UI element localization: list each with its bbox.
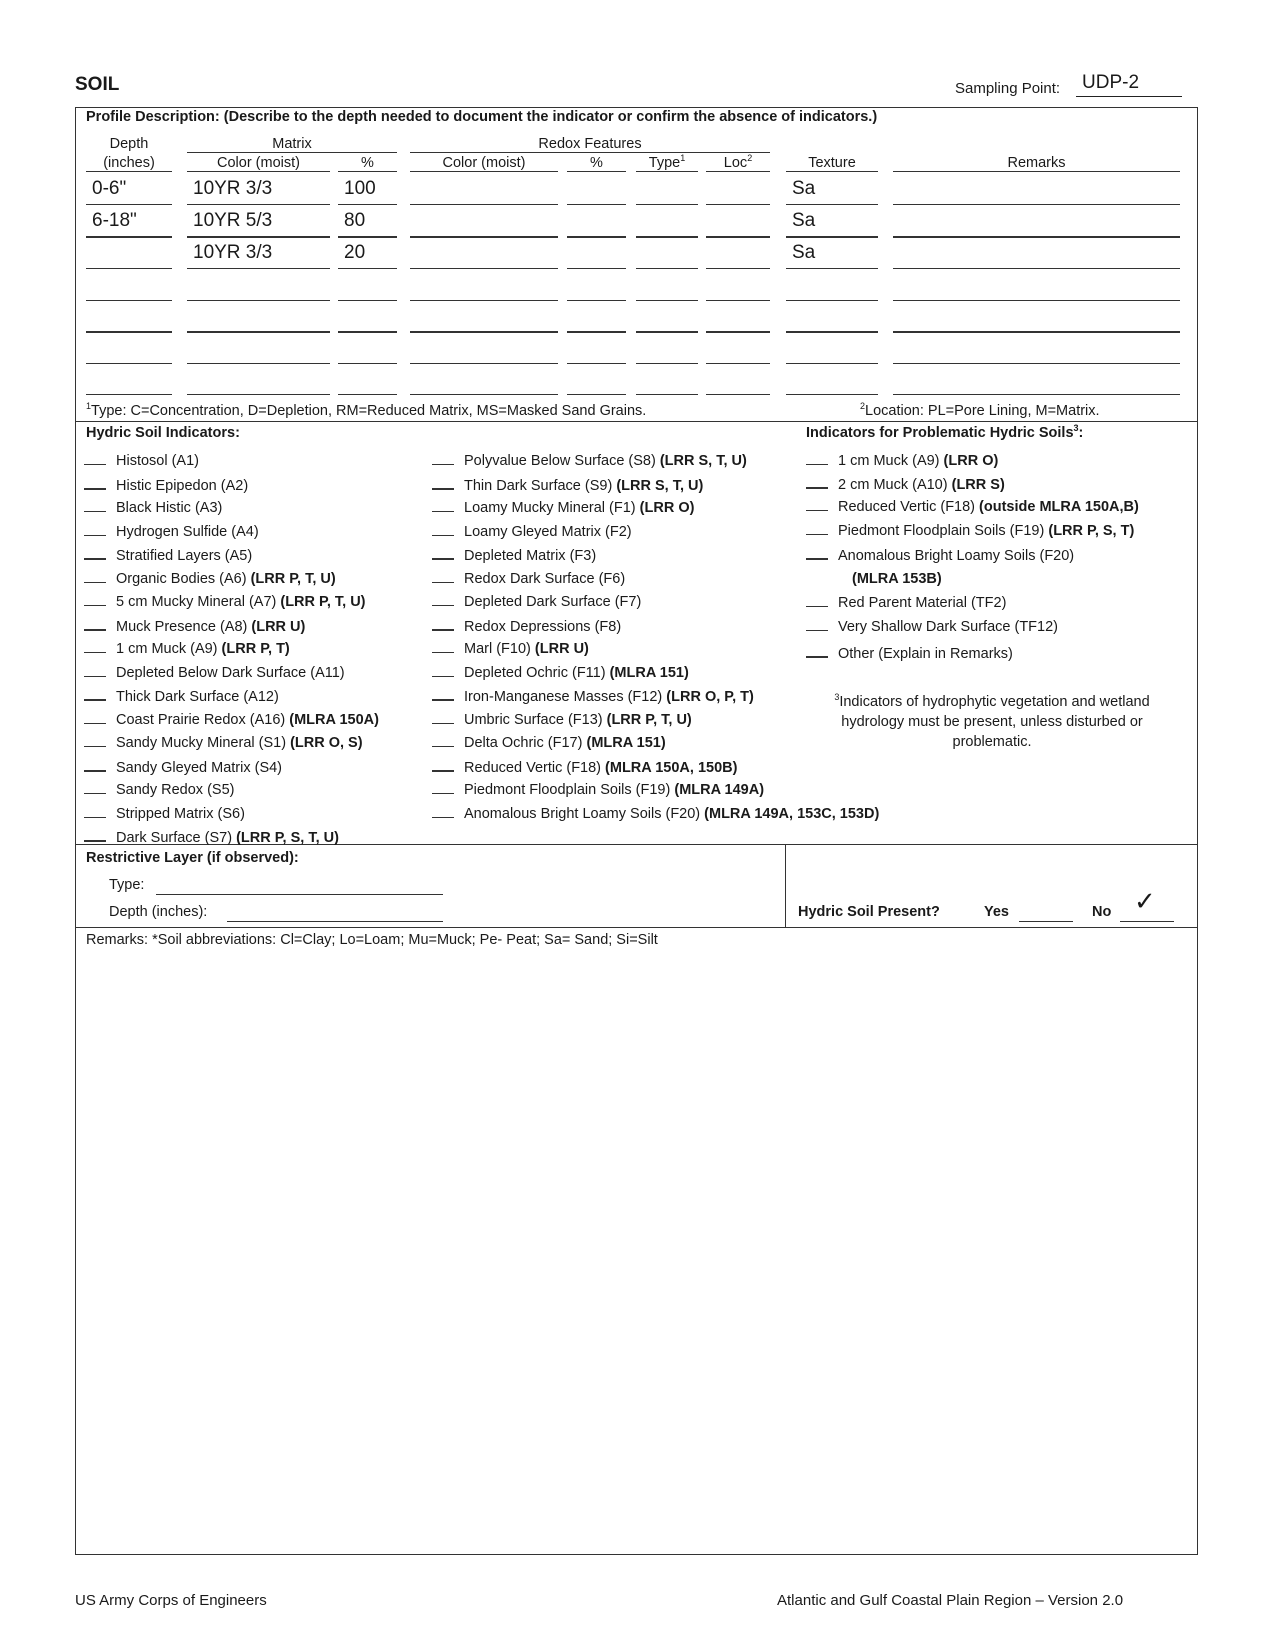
indicator-checkbox-blank[interactable] xyxy=(432,734,454,747)
indicator-checkbox-blank[interactable] xyxy=(84,664,106,677)
col-matrix-color: Color (moist) xyxy=(217,155,300,171)
indicator-item[interactable] xyxy=(432,711,692,728)
indicator-label: Polyvalue Below Surface (S8) xyxy=(464,453,660,469)
profile-row-line[interactable] xyxy=(567,268,626,269)
profile-cell-texture: Sa xyxy=(792,178,816,199)
profile-row-line[interactable] xyxy=(706,204,770,205)
col-redox-color: Color (moist) xyxy=(442,155,526,171)
indicator-item[interactable] xyxy=(84,640,290,657)
indicator-label: Very Shallow Dark Surface (TF12) xyxy=(838,619,1058,635)
profile-cell-texture: Sa xyxy=(792,242,816,263)
profile-row-line[interactable] xyxy=(567,394,626,395)
indicator-item[interactable] xyxy=(84,805,245,822)
profile-row-line[interactable] xyxy=(567,204,626,205)
profile-row-line[interactable] xyxy=(187,236,330,238)
profile-row-line[interactable] xyxy=(636,300,698,301)
indicator-label: Piedmont Floodplain Soils (F19) xyxy=(464,782,675,798)
indicator-item[interactable] xyxy=(432,476,703,494)
indicator-label: 2 cm Muck (A10) xyxy=(838,477,952,493)
indicator-item[interactable] xyxy=(84,711,379,728)
profile-row-line[interactable] xyxy=(893,204,1180,205)
indicator-checkbox-blank[interactable] xyxy=(84,640,106,653)
indicator-checkbox-blank[interactable] xyxy=(432,476,454,490)
no-label: No xyxy=(1092,904,1112,920)
profile-row-line[interactable] xyxy=(706,300,770,301)
indicator-checkbox-blank[interactable] xyxy=(432,523,454,536)
profile-row-line[interactable] xyxy=(786,268,878,269)
indicator-item[interactable] xyxy=(84,664,345,681)
indicator-qualifier: (MLRA 149A, 153C, 153D) xyxy=(704,805,880,822)
profile-cell-matrix-pct: 100 xyxy=(344,178,376,199)
profile-row-line[interactable] xyxy=(706,331,770,333)
problematic-indicators-title: Indicators for Problematic Hydric Soils$^3$: xyxy=(806,423,1084,441)
indicator-item[interactable] xyxy=(432,617,621,635)
indicator-label: Red Parent Material (TF2) xyxy=(838,595,1007,611)
indicator-item[interactable] xyxy=(84,499,222,516)
indicator-item[interactable] xyxy=(432,734,666,751)
profile-row-line[interactable] xyxy=(893,331,1180,333)
indicator-label: Histosol (A1) xyxy=(116,453,199,469)
profile-row-line[interactable] xyxy=(786,236,878,238)
footnote-type: $^1$Type: C=Concentration, D=Depletion, RM=Reduced Matrix, MS=Masked Sand Grains. xyxy=(86,401,647,419)
indicator-checkbox-blank[interactable] xyxy=(432,452,454,465)
indicator-checkbox-blank[interactable] xyxy=(432,499,454,512)
profile-row-line[interactable] xyxy=(893,394,1180,395)
profile-row-line[interactable] xyxy=(187,363,330,364)
profile-description-title: Profile Description: (Describe to the depth needed to document the indicator or confirm the absence of indicators.) xyxy=(86,109,878,125)
profile-cell-matrix-color: 10YR 3/3 xyxy=(193,242,273,263)
profile-row-line[interactable] xyxy=(893,363,1180,364)
indicator-checkbox-blank[interactable] xyxy=(432,640,454,653)
col-matrix-pct: % xyxy=(361,155,374,171)
profile-row-line[interactable] xyxy=(786,204,878,205)
indicator-checkbox-blank[interactable] xyxy=(432,593,454,606)
indicator-checkbox-blank[interactable] xyxy=(84,711,106,724)
profile-row-line[interactable] xyxy=(187,268,330,269)
indicator-checkbox-blank[interactable] xyxy=(84,546,106,560)
indicator-checkbox-blank[interactable] xyxy=(806,522,828,535)
indicator-checkbox-blank[interactable] xyxy=(432,687,454,701)
profile-row-line[interactable] xyxy=(636,204,698,205)
indicator-qualifier: (LRR O, S) xyxy=(290,735,363,751)
indicator-item[interactable] xyxy=(84,570,336,587)
profile-row-line[interactable] xyxy=(410,268,558,269)
indicator-checkbox-blank[interactable] xyxy=(432,711,454,724)
indicator-checkbox-blank[interactable] xyxy=(84,499,106,512)
indicator-item[interactable] xyxy=(84,781,234,798)
profile-row-line[interactable] xyxy=(86,394,172,395)
indicator-checkbox-blank[interactable] xyxy=(432,617,454,631)
indicator-qualifier: (outside MLRA 150A,B) xyxy=(979,499,1139,515)
indicator-checkbox-blank[interactable] xyxy=(806,546,828,560)
indicator-checkbox-blank[interactable] xyxy=(806,452,828,465)
indicator-checkbox-blank[interactable] xyxy=(806,498,828,511)
footer-left: US Army Corps of Engineers xyxy=(75,1592,267,1609)
indicator-item[interactable] xyxy=(806,475,1005,493)
profile-row-line[interactable] xyxy=(410,236,558,238)
indicator-qualifier: (LRR S) xyxy=(951,477,1005,493)
indicator-checkbox-blank[interactable] xyxy=(84,805,106,818)
profile-row-line[interactable] xyxy=(86,204,172,205)
indicator-qualifier: (LRR O) xyxy=(639,500,695,516)
profile-row-line[interactable] xyxy=(567,300,626,301)
indicator-qualifier: (MLRA 151) xyxy=(586,735,666,751)
page-title: SOIL xyxy=(75,74,120,95)
profile-row-line[interactable] xyxy=(86,300,172,301)
indicator-item[interactable] xyxy=(84,546,252,564)
indicator-checkbox-blank[interactable] xyxy=(432,664,454,677)
indicator-item[interactable] xyxy=(432,687,754,705)
col-loc: Loc$^2$ xyxy=(723,153,753,171)
indicator-checkbox-blank[interactable] xyxy=(84,828,106,842)
indicator-label: Sandy Mucky Mineral (S1) xyxy=(116,735,291,751)
indicator-item[interactable] xyxy=(432,570,625,587)
profile-cell-matrix-color: 10YR 5/3 xyxy=(193,210,273,231)
sampling-point-field[interactable]: UDP-2 xyxy=(1076,72,1182,97)
indicator-label: Loamy Gleyed Matrix (F2) xyxy=(464,523,632,540)
profile-cell-texture: Sa xyxy=(792,210,816,231)
indicator-qualifier: (LRR P, S, T, U) xyxy=(236,830,339,846)
indicator-item[interactable] xyxy=(432,499,694,516)
profile-row-line[interactable] xyxy=(187,204,330,205)
profile-row-line[interactable] xyxy=(410,331,558,333)
indicator-label: Stripped Matrix (S6) xyxy=(116,805,245,822)
indicator-item[interactable] xyxy=(84,758,282,776)
indicator-qualifier: (MLRA 150A) xyxy=(289,711,379,728)
restrictive-depth-field[interactable] xyxy=(227,921,443,922)
remarks-text: Remarks: *Soil abbreviations: Cl=Clay; Lo=Loam; Mu=Muck; Pe- Peat; Sa= Sand; Si=Silt xyxy=(86,932,658,948)
profile-row-line[interactable] xyxy=(338,204,397,205)
hydric-soil-present-label: Hydric Soil Present? xyxy=(798,904,940,920)
indicator-checkbox-blank[interactable] xyxy=(432,546,454,560)
indicator-qualifier: (LRR O) xyxy=(943,453,999,469)
indicator-label: Muck Presence (A8) xyxy=(116,618,252,635)
profile-cell-matrix-pct: 80 xyxy=(344,210,366,231)
profile-row-line[interactable] xyxy=(567,331,626,333)
no-field[interactable] xyxy=(1120,921,1174,922)
indicator-label: Black Histic (A3) xyxy=(116,500,223,516)
indicator-item[interactable] xyxy=(432,546,596,564)
indicator-checkbox-blank[interactable] xyxy=(84,781,106,794)
yes-field[interactable] xyxy=(1019,921,1073,922)
profile-row-line[interactable] xyxy=(636,363,698,364)
indicator-label: Other (Explain in Remarks) xyxy=(838,646,1013,662)
indicator-label: Sandy Redox (S5) xyxy=(116,782,235,798)
indicator-item[interactable] xyxy=(432,805,879,822)
profile-row-line[interactable] xyxy=(893,268,1180,269)
indicator-item[interactable] xyxy=(84,617,305,635)
indicator-qualifier: (LRR U) xyxy=(251,618,306,635)
indicator-checkbox-blank[interactable] xyxy=(84,570,106,583)
indicator-item[interactable] xyxy=(432,781,764,798)
indicator-label: Anomalous Bright Loamy Soils (F20) xyxy=(464,805,705,822)
indicator-checkbox-blank[interactable] xyxy=(432,570,454,583)
indicator-label: Loamy Mucky Mineral (F1) xyxy=(464,500,640,516)
profile-row-line[interactable] xyxy=(187,394,330,395)
indicator-item[interactable] xyxy=(806,618,1058,635)
indicator-qualifier: (LRR U) xyxy=(534,641,589,657)
profile-row-line[interactable] xyxy=(706,394,770,395)
profile-row-line[interactable] xyxy=(86,331,172,333)
indicator-qualifier: (MLRA 150A, 150B) xyxy=(605,759,738,776)
indicator-qualifier: (LRR O, P, T) xyxy=(666,689,754,705)
indicator-checkbox-blank[interactable] xyxy=(432,758,454,772)
indicator-checkbox-blank[interactable] xyxy=(432,805,454,818)
profile-row-line[interactable] xyxy=(786,394,878,395)
col-type: Type$^1$ xyxy=(648,153,686,171)
indicator-checkbox-blank[interactable] xyxy=(84,593,106,606)
indicator-item[interactable] xyxy=(806,452,998,469)
indicator-label: Depleted Below Dark Surface (A11) xyxy=(116,664,345,681)
indicator-checkbox-blank[interactable] xyxy=(806,644,828,658)
indicator-checkbox-blank[interactable] xyxy=(806,594,828,607)
indicator-item[interactable] xyxy=(806,546,1074,564)
indicator-checkbox-blank[interactable] xyxy=(84,476,106,490)
indicator-item[interactable] xyxy=(806,644,1013,662)
indicator-label: Depleted Dark Surface (F7) xyxy=(464,594,642,610)
indicator-label: Reduced Vertic (F18) xyxy=(838,499,980,515)
indicator-label: Iron-Manganese Masses (F12) xyxy=(464,689,667,705)
profile-row-line[interactable] xyxy=(410,300,558,301)
profile-row-line[interactable] xyxy=(786,331,878,333)
indicator-label: Piedmont Floodplain Soils (F19) xyxy=(838,523,1049,539)
indicator-label: Stratified Layers (A5) xyxy=(116,548,253,564)
indicator-checkbox-blank[interactable] xyxy=(806,475,828,489)
indicator-label: Redox Depressions (F8) xyxy=(464,618,622,635)
indicator-qualifier: (MLRA 151) xyxy=(609,664,689,681)
indicator-item[interactable] xyxy=(84,828,339,846)
profile-row-line[interactable] xyxy=(706,363,770,364)
indicator-label: Thick Dark Surface (A12) xyxy=(116,689,279,705)
profile-row-line[interactable] xyxy=(636,236,698,238)
indicator-label: Sandy Gleyed Matrix (S4) xyxy=(116,759,283,776)
profile-row-line[interactable] xyxy=(338,268,397,269)
col-redox-pct: % xyxy=(590,155,603,171)
footer-right: Atlantic and Gulf Coastal Plain Region – Version 2.0 xyxy=(777,1592,1124,1609)
indicator-label: Coast Prairie Redox (A16) xyxy=(116,711,290,728)
indicator-qualifier: (LRR S, T, U) xyxy=(616,477,704,494)
indicator-label: Depleted Matrix (F3) xyxy=(464,548,597,564)
no-checkmark: ✓ xyxy=(1134,886,1156,916)
indicator-checkbox-blank[interactable] xyxy=(84,523,106,536)
indicator-label: Marl (F10) xyxy=(464,641,535,657)
profile-row-line[interactable] xyxy=(338,236,397,238)
col-group-matrix: Matrix xyxy=(272,136,312,152)
indicator-item[interactable] xyxy=(84,523,259,540)
indicator-label: Redox Dark Surface (F6) xyxy=(464,570,626,587)
profile-row-line[interactable] xyxy=(893,300,1180,301)
indicator-checkbox-blank[interactable] xyxy=(432,781,454,794)
indicator-qualifier: (LRR P, S, T) xyxy=(1048,523,1135,539)
indicator-checkbox-blank[interactable] xyxy=(84,687,106,701)
indicator-checkbox-blank[interactable] xyxy=(84,617,106,631)
indicator-label: 1 cm Muck (A9) xyxy=(116,641,222,657)
profile-row-line[interactable] xyxy=(636,394,698,395)
profile-row-line[interactable] xyxy=(338,363,397,364)
profile-row-line[interactable] xyxy=(567,363,626,364)
profile-row-line[interactable] xyxy=(338,300,397,301)
profile-row-line[interactable] xyxy=(187,300,330,301)
indicator-label: Histic Epipedon (A2) xyxy=(116,477,249,494)
indicator-label: 5 cm Mucky Mineral (A7) xyxy=(116,594,281,610)
indicator-item[interactable] xyxy=(432,664,689,681)
indicator-item[interactable] xyxy=(432,593,641,610)
col-depth-line2: (inches) xyxy=(103,155,155,171)
indicator-item[interactable] xyxy=(806,498,1139,515)
indicator-label: Thin Dark Surface (S9) xyxy=(464,477,617,494)
f20-mlra-note: (MLRA 153B) xyxy=(852,571,942,587)
col-texture: Texture xyxy=(808,155,856,171)
indicator-qualifier: (LRR P, T, U) xyxy=(280,594,366,610)
col-remarks: Remarks xyxy=(1007,155,1066,171)
indicator-checkbox-blank[interactable] xyxy=(84,758,106,772)
hydric-indicators-title: Hydric Soil Indicators: xyxy=(86,425,240,441)
restrictive-layer-title: Restrictive Layer (if observed): xyxy=(86,850,299,866)
indicator-item[interactable] xyxy=(432,640,589,657)
indicator-item[interactable] xyxy=(84,452,199,469)
profile-row-line[interactable] xyxy=(786,300,878,301)
restrictive-type-label: Type: xyxy=(109,877,145,893)
indicator-label: Anomalous Bright Loamy Soils (F20) xyxy=(838,548,1075,564)
profile-row-line[interactable] xyxy=(567,236,626,238)
divider-restrictive xyxy=(76,927,1197,928)
indicator-qualifier: (LRR S, T, U) xyxy=(659,453,747,469)
indicator-label: Delta Ochric (F17) xyxy=(464,735,587,751)
indicator-checkbox-blank[interactable] xyxy=(806,618,828,631)
indicator-item[interactable] xyxy=(84,476,248,494)
indicator-item[interactable] xyxy=(806,522,1134,539)
profile-row-line[interactable] xyxy=(706,236,770,238)
indicator-label: Reduced Vertic (F18) xyxy=(464,759,606,776)
profile-row-line[interactable] xyxy=(410,363,558,364)
indicator-label: Organic Bodies (A6) xyxy=(116,570,251,587)
profile-row-line[interactable] xyxy=(706,268,770,269)
profile-row-line[interactable] xyxy=(86,363,172,364)
divider-profile xyxy=(76,421,1197,422)
footnote-location: $^2$Location: PL=Pore Lining, M=Matrix. xyxy=(860,401,1100,419)
profile-row-line[interactable] xyxy=(86,268,172,269)
profile-cell-matrix-pct: 20 xyxy=(344,242,366,263)
profile-cell-depth: 0-6" xyxy=(92,178,127,199)
profile-row-line[interactable] xyxy=(636,268,698,269)
divider-restrictive-vertical xyxy=(785,844,786,927)
indicator-item[interactable] xyxy=(84,687,279,705)
indicator-item[interactable] xyxy=(432,523,632,540)
indicator-item[interactable] xyxy=(432,452,747,469)
indicator-item[interactable] xyxy=(806,594,1006,611)
profile-row-line[interactable] xyxy=(636,331,698,333)
indicator-label: Depleted Ochric (F11) xyxy=(464,664,610,681)
profile-row-line[interactable] xyxy=(410,394,558,395)
col-depth-line1: Depth xyxy=(109,136,149,152)
indicator-checkbox-blank[interactable] xyxy=(84,734,106,747)
yes-label: Yes xyxy=(984,904,1009,920)
profile-row-line[interactable] xyxy=(338,331,397,333)
indicator-qualifier: (LRR P, T) xyxy=(221,641,290,657)
profile-cell-depth: 6-18" xyxy=(92,210,137,231)
profile-row-line[interactable] xyxy=(86,236,172,238)
indicator-item[interactable] xyxy=(84,734,363,751)
indicator-qualifier: (LRR P, T, U) xyxy=(606,711,692,728)
indicator-label: Hydrogen Sulfide (A4) xyxy=(116,523,259,540)
restrictive-depth-label: Depth (inches): xyxy=(109,904,208,920)
profile-row-line[interactable] xyxy=(338,394,397,395)
profile-cell-matrix-color: 10YR 3/3 xyxy=(193,178,273,199)
indicator-qualifier: (LRR P, T, U) xyxy=(250,570,336,587)
indicator-label: 1 cm Muck (A9) xyxy=(838,453,944,469)
indicator-label: Umbric Surface (F13) xyxy=(464,711,607,728)
col-group-redox: Redox Features xyxy=(538,136,642,152)
indicator-qualifier: (MLRA 149A) xyxy=(674,782,765,798)
profile-row-line[interactable] xyxy=(410,204,558,205)
profile-row-line[interactable] xyxy=(893,236,1180,238)
profile-row-line[interactable] xyxy=(187,331,330,333)
sampling-point-label: Sampling Point: xyxy=(955,80,1061,97)
indicator-label: Dark Surface (S7) xyxy=(116,830,237,846)
restrictive-type-field[interactable] xyxy=(156,894,443,895)
indicator-item[interactable] xyxy=(432,758,737,776)
problematic-footnote: $^3$Indicators of hydrophytic vegetation and wetland hydrology must be present, unless disturbed or problematic. xyxy=(834,692,1150,750)
indicator-checkbox-blank[interactable] xyxy=(84,452,106,465)
indicator-item[interactable] xyxy=(84,593,366,610)
profile-row-line[interactable] xyxy=(786,363,878,364)
